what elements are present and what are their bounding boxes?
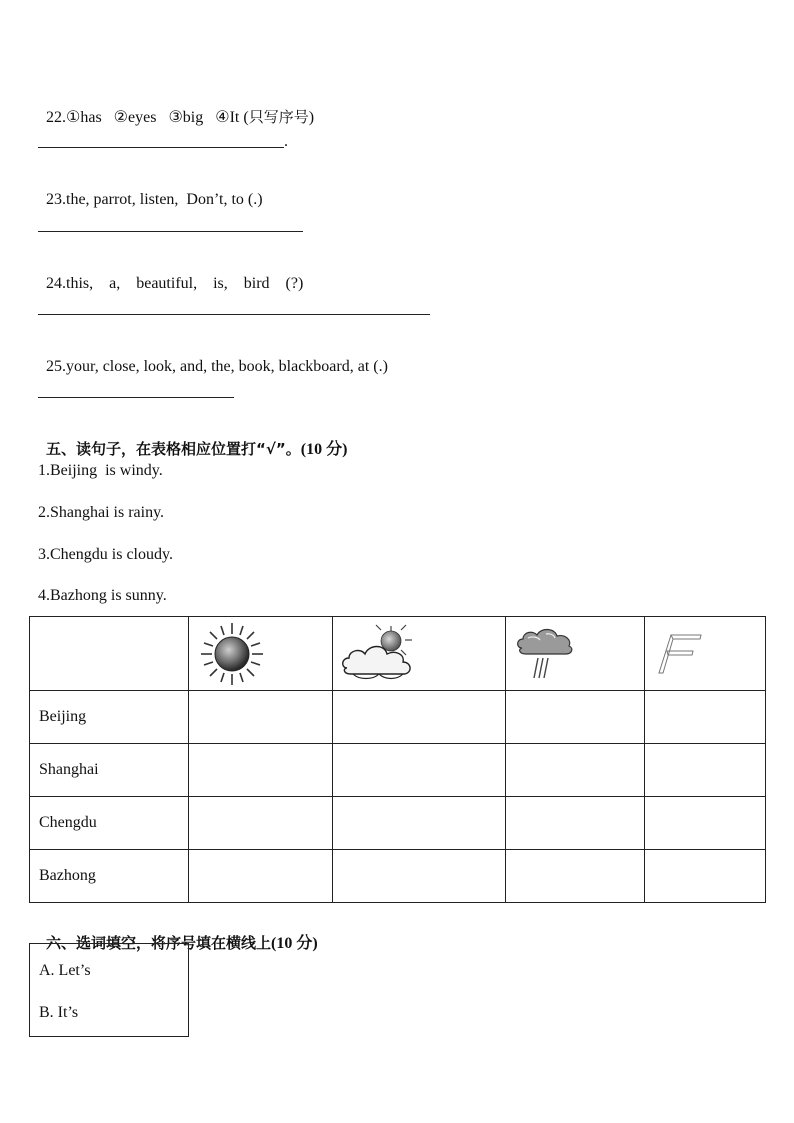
section-title-text: 六、选词填空，将序号填在横线上 [46,934,272,952]
answer-end-mark: . [284,133,288,150]
answer-cell[interactable] [333,850,506,903]
section-score: (10 分) [300,441,348,458]
header-cell-cloudy [333,617,506,691]
answer-cell[interactable] [333,744,506,797]
question-24 [38,254,303,294]
question-number: 23 [46,191,62,208]
question-25 [38,337,388,377]
rain-icon [514,624,576,684]
answer-cell[interactable] [189,744,333,797]
sentence-2: 2.Shanghai is rainy. [38,504,165,521]
option-b: B. It’s [39,1004,79,1021]
section-title-text: 五、读句子，在表格相应位置打 [46,440,257,458]
city-cell: Beijing [30,691,189,744]
weather-table [29,616,766,903]
answer-line-24[interactable] [38,314,430,315]
question-23 [38,170,263,210]
answer-cell[interactable] [189,797,333,850]
table-row [30,850,766,903]
check-mark-instruction: “√”。 [256,440,301,458]
word-options-box [29,943,189,1037]
header-empty-cell [30,617,189,691]
answer-cell[interactable] [333,691,506,744]
answer-cell[interactable] [333,797,506,850]
wind-icon [653,631,705,677]
table-row [30,691,766,744]
answer-line-23[interactable] [38,231,303,232]
sentence-3: 3.Chengdu is cloudy. [38,546,173,563]
question-22 [38,87,314,128]
header-cell-sunny [189,617,333,691]
table-header-row [30,617,766,691]
header-cell-windy [645,617,766,691]
answer-cell[interactable] [189,691,333,744]
answer-cell[interactable] [506,850,645,903]
question-text: .your, close, look, and, the, book, blackboard, at (.) [62,358,388,375]
question-suffix: ) [308,109,315,126]
answer-cell[interactable] [506,744,645,797]
city-cell: Chengdu [30,797,189,850]
question-number: 25 [46,358,62,375]
header-cell-rainy [506,617,645,691]
city-cell: Shanghai [30,744,189,797]
answer-cell[interactable] [645,744,766,797]
answer-cell[interactable] [645,797,766,850]
answer-cell[interactable] [506,797,645,850]
city-cell: Bazhong [30,850,189,903]
question-number: 24 [46,275,62,292]
table-row [30,797,766,850]
table-row [30,744,766,797]
answer-cell[interactable] [506,691,645,744]
question-text: .this, a, beautiful, is, bird (?) [62,275,304,292]
question-number: 22 [46,109,62,126]
sentence-1: 1.Beijing is windy. [38,462,163,479]
answer-line-22[interactable] [38,147,284,148]
sentence-4: 4.Bazhong is sunny. [38,587,167,604]
answer-cell[interactable] [645,691,766,744]
answer-cell[interactable] [189,850,333,903]
section-score: (10 分) [271,935,318,952]
answer-cell[interactable] [645,850,766,903]
question-text: .the, parrot, listen, Don’t, to (.) [62,191,263,208]
question-text: .①has ②eyes ③big ④It ( [62,109,249,126]
question-hint: 只写序号 [248,108,309,126]
answer-line-25[interactable] [38,397,234,398]
cloudy-icon [339,622,419,686]
option-a: A. Let’s [39,962,91,979]
section-5-title [38,419,347,460]
sun-icon [197,619,267,689]
